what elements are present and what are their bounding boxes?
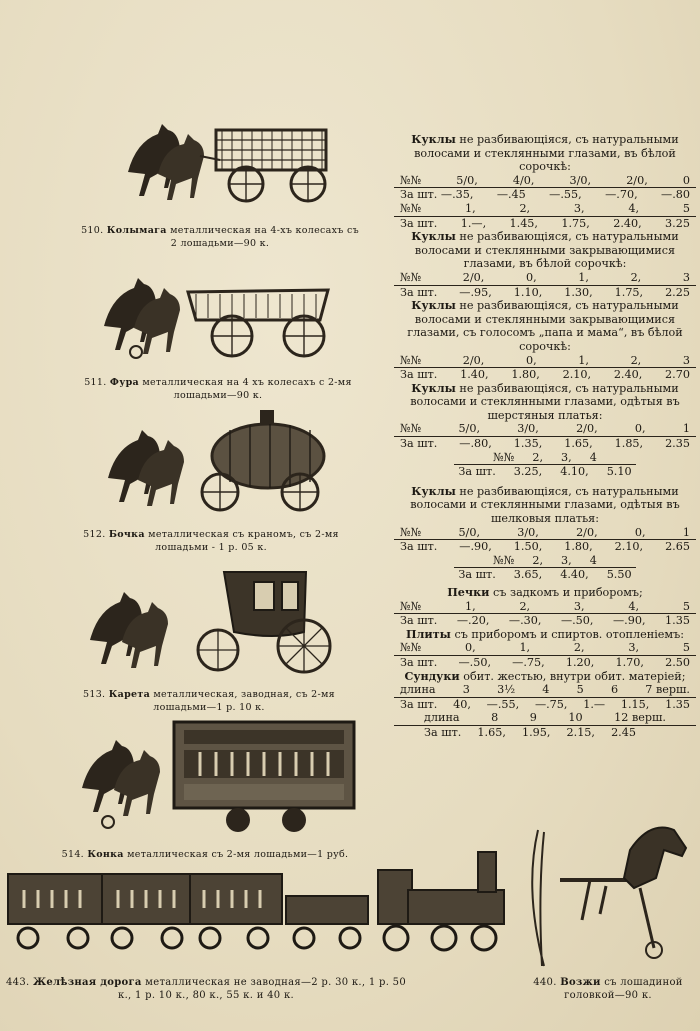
item-desc: металлическая, заводная, съ 2-мя лошадьми—1 р. 10 к. bbox=[153, 689, 335, 713]
cell: 1 bbox=[682, 525, 690, 539]
block-desc: не разбивающiяся, съ натуральными волосами и стеклянными глазами, одѣтыя въ шелковыя платья: bbox=[410, 484, 680, 526]
cell: 0, bbox=[525, 270, 537, 284]
cell: За шт. bbox=[400, 216, 438, 230]
caption-511 bbox=[78, 376, 358, 402]
cell: —.80, bbox=[459, 437, 492, 451]
caption-512 bbox=[76, 528, 346, 554]
item-name: Бочка bbox=[108, 529, 145, 540]
price-row bbox=[394, 367, 696, 382]
cell: 1.35 bbox=[665, 614, 690, 628]
item-desc: металлическая съ 2-мя лошадьми—1 руб. bbox=[127, 849, 349, 860]
caption-514 bbox=[60, 848, 350, 861]
cell: 3, bbox=[628, 641, 640, 655]
cell: длина bbox=[400, 683, 436, 697]
cell: 2, bbox=[630, 270, 642, 284]
cell: 3 bbox=[682, 270, 690, 284]
price-row bbox=[394, 436, 696, 451]
cell: 2.70 bbox=[665, 368, 690, 382]
item-name: Колымага bbox=[106, 225, 167, 236]
item-desc: металлическая не заводная—2 р. 30 к., 1 р. 50 к., 1 р. 10 к., 80 к., 55 к. и 40 к. bbox=[118, 977, 406, 1001]
price-row bbox=[454, 567, 636, 582]
cell: 1.70, bbox=[615, 655, 644, 669]
cell: №№ bbox=[400, 525, 422, 539]
price-block-trunks bbox=[394, 670, 696, 740]
cell: 0, bbox=[634, 525, 646, 539]
cell: 2/0, bbox=[576, 525, 598, 539]
cell: №№ bbox=[400, 201, 422, 215]
cell: 4.10, bbox=[560, 465, 589, 479]
price-block-dolls-with-voice bbox=[394, 299, 696, 382]
cell: За шт. —.35, bbox=[400, 188, 474, 202]
cell: 1.50, bbox=[513, 540, 543, 554]
block-title: Плиты bbox=[405, 626, 451, 641]
price-row bbox=[394, 285, 696, 300]
item-number: 514. bbox=[61, 849, 84, 860]
block-title: Печки bbox=[447, 585, 490, 599]
cell: №№ bbox=[400, 641, 422, 655]
item-number: 440. bbox=[533, 977, 557, 988]
cell: —.75, bbox=[512, 655, 545, 669]
cell: 4, bbox=[628, 599, 640, 613]
cell: 4, bbox=[628, 201, 640, 215]
item-number: 511. bbox=[84, 377, 107, 388]
cell: —.50, bbox=[458, 655, 492, 669]
cell: №№ bbox=[493, 553, 515, 567]
cell: —.30, bbox=[508, 614, 542, 628]
cell: 9 bbox=[529, 711, 537, 725]
item-desc: металлическая на 4 хъ колесахъ с 2-мя лошадьми—90 к. bbox=[142, 377, 352, 401]
cell: 2, bbox=[532, 450, 544, 464]
size-row bbox=[394, 711, 696, 725]
price-block-cookers bbox=[394, 628, 696, 670]
cell: 2.40, bbox=[613, 216, 642, 230]
cell: —.95, bbox=[459, 285, 492, 299]
block-title: Куклы bbox=[411, 132, 456, 146]
cell: 1, bbox=[578, 353, 589, 367]
cell: 5 bbox=[682, 599, 690, 613]
price-row bbox=[394, 187, 696, 202]
cell: 4.40, bbox=[560, 568, 589, 582]
cell: За шт. bbox=[400, 655, 438, 669]
cell: 1.75, bbox=[561, 216, 590, 230]
price-block-dolls-wool-dress bbox=[394, 382, 696, 479]
cell: 1.65, bbox=[564, 437, 593, 451]
price-row bbox=[394, 725, 696, 740]
size-row bbox=[394, 354, 696, 368]
cell: За шт. bbox=[424, 725, 462, 739]
cell: 2.50 bbox=[665, 655, 690, 669]
cell: 2/0, bbox=[462, 270, 485, 284]
reins-horse-head-illustration bbox=[520, 820, 692, 970]
cell: 0, bbox=[464, 641, 476, 655]
cell: 5 bbox=[682, 641, 690, 655]
cell: 1, bbox=[464, 201, 476, 215]
size-row bbox=[394, 451, 696, 465]
price-row bbox=[394, 216, 696, 231]
cell: 1.95, bbox=[521, 725, 551, 739]
cell: 5 bbox=[576, 683, 584, 697]
size-row bbox=[394, 174, 696, 188]
cell: 5/0, bbox=[458, 422, 480, 436]
cart-illustration bbox=[118, 112, 338, 210]
cell: 3.25, bbox=[513, 465, 543, 479]
cell: 0, bbox=[525, 353, 537, 367]
cell: 1.65, bbox=[477, 725, 506, 739]
cell: 2.35 bbox=[665, 437, 690, 451]
size-row bbox=[394, 554, 696, 568]
size-row bbox=[394, 202, 696, 216]
cell: 2.40, bbox=[613, 368, 643, 382]
cell: 2, bbox=[519, 201, 531, 215]
size-row bbox=[394, 526, 696, 540]
cell: 1 bbox=[682, 422, 690, 436]
price-row bbox=[394, 655, 696, 670]
block-desc: не разбивающiяся, съ натуральными волосами и стеклянными глазами, въ бѣлой сорочкѣ: bbox=[414, 133, 679, 174]
caption-440-reins bbox=[520, 976, 696, 1002]
item-desc: металлическая на 4-хъ колесахъ съ 2 лошадьми—90 к. bbox=[170, 225, 359, 249]
cell: 40, bbox=[453, 697, 471, 711]
cell: 5.10 bbox=[606, 465, 632, 479]
cell: 1.85, bbox=[614, 437, 644, 451]
cell: —.80 bbox=[661, 188, 690, 202]
cell: 3/0, bbox=[517, 525, 539, 539]
cell: 1, bbox=[519, 641, 531, 655]
block-desc: обит. жестью, внутри обит. матерiей; bbox=[463, 669, 686, 683]
cell: длина bbox=[424, 711, 460, 725]
carriage-illustration bbox=[82, 566, 336, 678]
caption-443-railway bbox=[6, 976, 406, 1002]
cell: №№ bbox=[400, 270, 422, 284]
cell: 3 bbox=[682, 353, 690, 367]
price-row bbox=[394, 697, 696, 712]
cell: 1.80, bbox=[511, 368, 540, 382]
cell: 0, bbox=[634, 422, 646, 436]
cell: —.90, bbox=[459, 540, 492, 554]
cell: 1.— bbox=[583, 697, 606, 711]
cell: 2/0, bbox=[462, 353, 485, 367]
cell: №№ bbox=[400, 599, 422, 613]
cell: 0 bbox=[682, 173, 690, 187]
cell: 2/0, bbox=[626, 173, 648, 187]
item-number: 513. bbox=[83, 689, 106, 700]
cell: 2, bbox=[519, 599, 531, 613]
size-row bbox=[394, 271, 696, 285]
cell: 2, bbox=[573, 641, 585, 655]
cell: 5/0, bbox=[458, 525, 480, 539]
item-number: 443. bbox=[6, 977, 30, 988]
cell: —.75, bbox=[534, 697, 568, 711]
size-row bbox=[394, 600, 696, 614]
cell: 1.75, bbox=[614, 285, 644, 299]
cell: 2.15, bbox=[566, 725, 595, 739]
size-row bbox=[394, 641, 696, 655]
cell: 4 bbox=[589, 553, 597, 567]
cell: 8 bbox=[491, 711, 499, 725]
price-block-dolls-white-shirt bbox=[394, 133, 696, 230]
item-name: Желѣзная дорога bbox=[32, 977, 142, 988]
caption-513 bbox=[76, 688, 342, 714]
cell: —.50, bbox=[560, 614, 594, 628]
cell: 1, bbox=[578, 270, 589, 284]
cell: —.55, bbox=[486, 697, 520, 711]
item-name: Фура bbox=[109, 377, 139, 388]
cell: 3, bbox=[561, 553, 572, 567]
price-row bbox=[394, 539, 696, 554]
fura-illustration bbox=[96, 264, 336, 364]
block-title: Куклы bbox=[411, 380, 456, 395]
cell: 3½ bbox=[497, 683, 516, 697]
cell: 2, bbox=[532, 553, 544, 567]
block-title: Куклы bbox=[411, 298, 456, 313]
cell: За шт. bbox=[400, 697, 438, 711]
cell: За шт. bbox=[400, 540, 438, 554]
cell: 1.80, bbox=[564, 540, 593, 554]
cell: —.45 bbox=[496, 188, 526, 202]
cell: За шт. bbox=[458, 465, 496, 479]
cell: 3 bbox=[462, 683, 470, 697]
cell: 6 bbox=[610, 683, 619, 697]
block-desc: не разбивающiяся, съ натуральными волосами и стеклянными закрывающимися глазами, въ бѣлой сорочкѣ: bbox=[414, 230, 679, 271]
cell: 1.35, bbox=[513, 437, 543, 451]
block-desc: съ приборомъ и спиртов. отопленiемъ: bbox=[454, 627, 684, 641]
cell: 4 bbox=[542, 683, 550, 697]
cell: 2, bbox=[630, 353, 642, 367]
cell: 1.—, bbox=[460, 216, 487, 230]
cell: 1.30, bbox=[564, 285, 593, 299]
cell: 10 bbox=[568, 711, 583, 725]
block-title: Сундуки bbox=[404, 668, 460, 683]
block-title: Куклы bbox=[411, 483, 456, 498]
cell: 1.15, bbox=[620, 697, 650, 711]
cell: №№ bbox=[400, 173, 422, 187]
price-row bbox=[454, 464, 636, 479]
item-name: Возжи bbox=[560, 977, 601, 988]
item-name: Конка bbox=[87, 849, 124, 860]
cell: 3/0, bbox=[569, 173, 592, 187]
cell: 1.45, bbox=[509, 216, 538, 230]
cell: 3.65, bbox=[513, 568, 543, 582]
cell: 5.50 bbox=[606, 568, 632, 582]
cell: 3.25 bbox=[665, 216, 690, 230]
block-desc: не разбивающiяся, съ натуральными волосами и стеклянными закрывающимися глазами, съ голосомъ „папа и мама“, въ бѣлой сорочкѣ: bbox=[407, 299, 683, 353]
cell: —.55, bbox=[549, 188, 582, 202]
cell: 3, bbox=[573, 599, 585, 613]
item-desc: съ лошадиной головкой—90 к. bbox=[564, 977, 683, 1001]
price-block-dolls-silk-dress bbox=[394, 485, 696, 582]
cell: 5/0, bbox=[456, 173, 478, 187]
cell: —.90, bbox=[612, 614, 646, 628]
cell: 1.35 bbox=[665, 697, 690, 711]
cell: №№ bbox=[493, 450, 515, 464]
cell: 5 bbox=[682, 201, 690, 215]
cell: 2.45 bbox=[611, 725, 636, 739]
cell: 3, bbox=[561, 450, 572, 464]
cell: 3/0, bbox=[517, 422, 539, 436]
item-name: Карета bbox=[108, 689, 151, 700]
train-illustration bbox=[4, 850, 514, 958]
item-number: 512. bbox=[83, 529, 106, 540]
item-desc: металлическая съ краномъ, съ 2-мя лошадьми - 1 р. 05 к. bbox=[148, 529, 339, 553]
cell: 12 верш. bbox=[614, 711, 666, 725]
cell: 1, bbox=[464, 599, 476, 613]
cell: —.20, bbox=[456, 614, 490, 628]
size-row bbox=[394, 683, 696, 697]
price-block-stoves bbox=[394, 586, 696, 628]
cell: 1.10, bbox=[513, 285, 543, 299]
cell: За шт. bbox=[400, 368, 438, 382]
cell: 2.10, bbox=[614, 540, 644, 554]
price-row bbox=[394, 613, 696, 628]
cell: №№ bbox=[400, 422, 422, 436]
cell: 4 bbox=[589, 450, 597, 464]
cell: —.70, bbox=[605, 188, 638, 202]
cell: 2.65 bbox=[665, 540, 690, 554]
tram-illustration bbox=[74, 716, 364, 838]
cell: 4/0, bbox=[512, 173, 535, 187]
cell: 3, bbox=[573, 201, 585, 215]
price-list-column bbox=[394, 133, 696, 740]
cell: 2/0, bbox=[576, 422, 598, 436]
item-number: 510. bbox=[81, 225, 104, 236]
barrel-illustration bbox=[100, 408, 332, 520]
price-block-dolls-closing-eyes bbox=[394, 230, 696, 299]
block-desc: съ задкомъ и приборомъ; bbox=[493, 586, 643, 599]
cell: 7 верш. bbox=[645, 683, 690, 697]
cell: 2.25 bbox=[665, 285, 690, 299]
cell: 1.20, bbox=[565, 655, 595, 669]
cell: За шт. bbox=[400, 285, 438, 299]
block-desc: не разбивающiяся, съ натуральными волосами и стеклянными глазами, одѣтыя въ шерстяныя платья: bbox=[410, 381, 680, 422]
cell: №№ bbox=[400, 353, 422, 367]
cell: За шт. bbox=[400, 437, 438, 451]
block-title: Куклы bbox=[411, 229, 456, 244]
size-row bbox=[394, 422, 696, 436]
cell: 2.10, bbox=[562, 368, 592, 382]
cell: За шт. bbox=[458, 568, 496, 582]
cell: За шт. bbox=[400, 614, 438, 628]
caption-510 bbox=[80, 224, 360, 250]
cell: 1.40, bbox=[460, 368, 489, 382]
